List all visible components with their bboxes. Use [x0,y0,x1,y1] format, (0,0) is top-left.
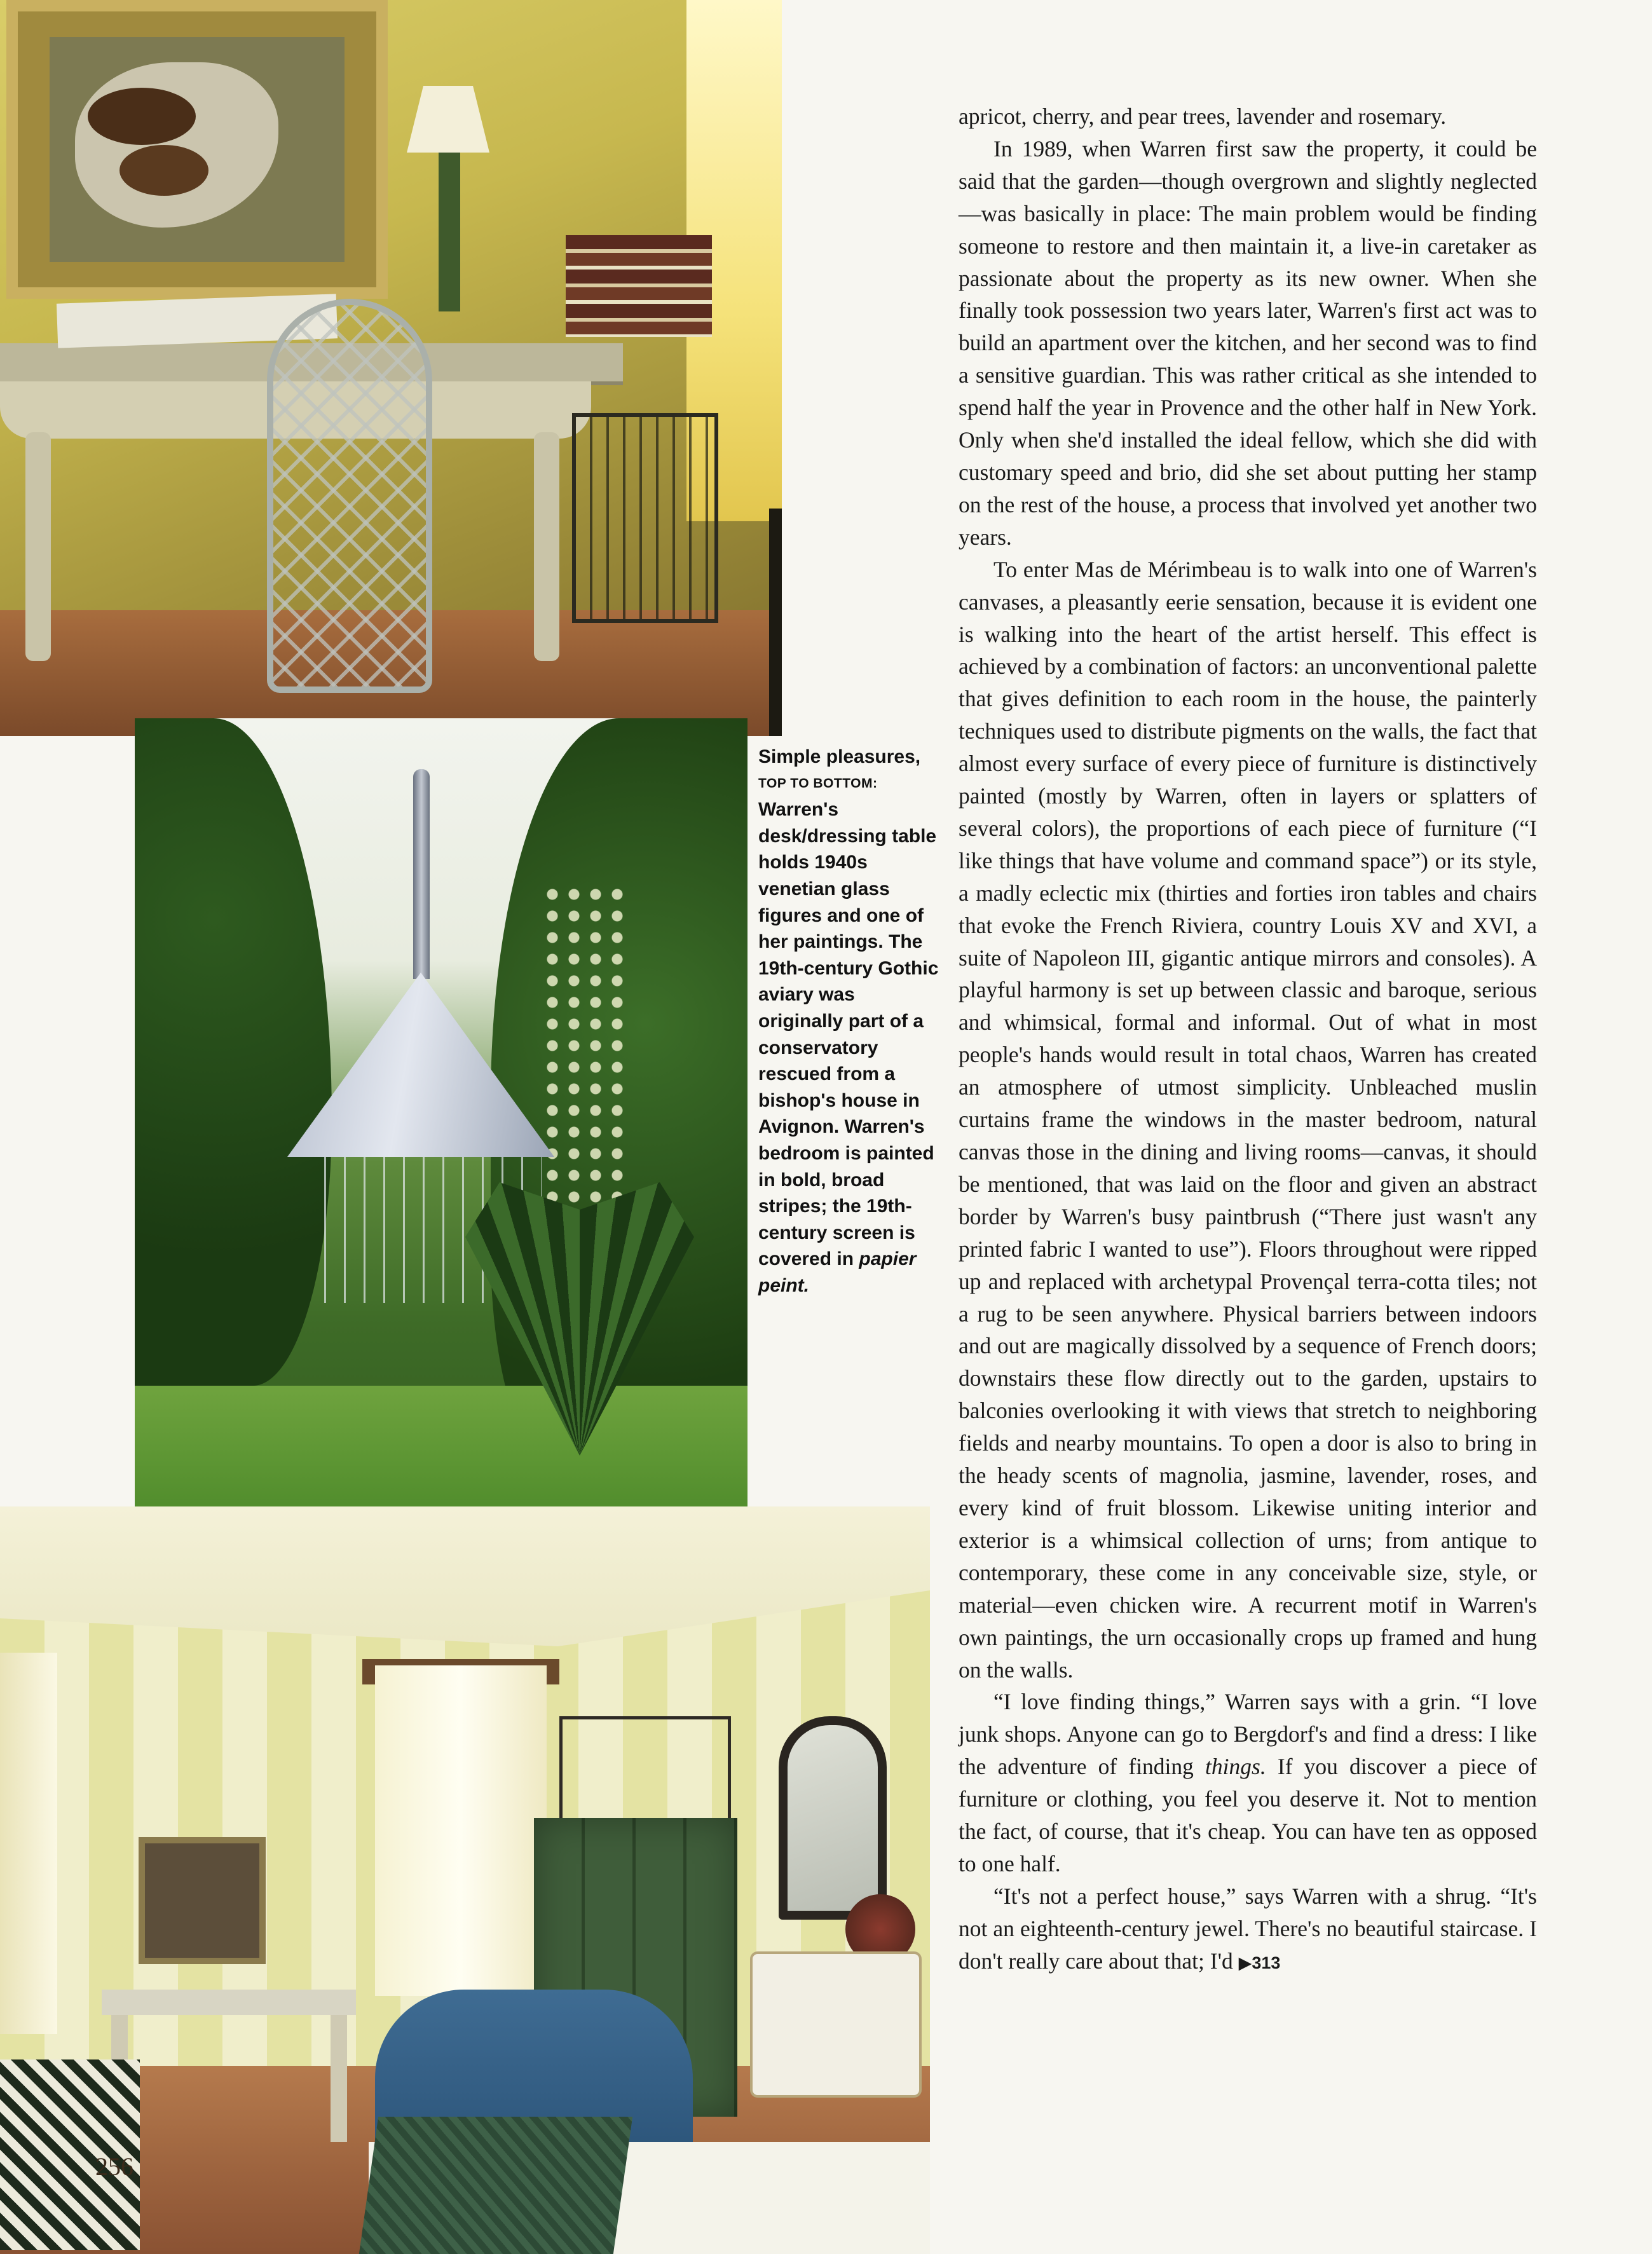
paragraph-5-text: “It's not a perfect house,” says Warren with a shrug. “It's not an eighteenth-century jewel. There's no beautiful staircase. I don't really care about that; I'd [959,1883,1537,1974]
caption-subtitle: TOP TO BOTTOM: [758,775,878,791]
paragraph-3: To enter Mas de Mérimbeau is to walk into one of Warren's canvases, a pleasantly eerie sensation, because it is evident one is walking into the heart of the artist herself. This effect is achieved by a combination of factors: an unconventional palette that gives definition to each room in the house, the painterly techniques used to distribute pigments on the walls, the fact that almost every surface of every piece of furniture is distinctively painted (mostly by Warren, often in layers or splatters of several colors), the proportions of each piece of furniture (“I like things that have volume and command space”) or its style, a madly eclectic mix (thirties and forties iron tables and chairs that evoke the French Riviera, country Louis XV and XVI, a suite of Napoleon III, gigantic antique mirrors and consoles). A playful harmony is set up between classic and baroque, serious and whimsical, formal and informal. Out of what in most people's hands would result in total chaos, Warren has created an atmosphere of utmost simplicity. Unbleached muslin curtains frame the windows in the master bedroom, natural canvas those in the dining and living rooms—canvas, it should be mentioned, that was laid on the floor and given an abstract border by Warren's busy paintbrush (“There just wasn't any printed fabric I wanted to use”). Floors throughout were ripped up and replaced with archetypal Provençal terra-cotta tiles; not a rug to be seen anywhere. Physical barriers between indoors and out are magically dissolved by a sequence of French doors; downstairs these flow directly out to the garden, upstairs to balconies overlooking it with views that stretch to neighboring fields and nearby mountains. To open a door is also to bring in the heady scents of magnolia, jasmine, lavender, roses, and every kind of fruit blossom. Likewise uniting interior and exterior is a whimsical collection of urns; from antique to contemporary, these come in any conceivable size, style, or material—even chicken wire. A recurrent motif in Warren's own paintings, the urn occasionally crops up framed and hung on the walls. [959,556,1537,1683]
paragraph-1: apricot, cherry, and pear trees, lavender and rosemary. [959,104,1447,129]
paragraph-2: In 1989, when Warren first saw the property, it could be said that the garden—though overgrown and slightly neglected—was basically in place: The main problem would be finding someone to restore and then maintain it, a live-in caretaker as passionate about the property as its new owner. When she finally took possession two years later, Warren's first act was to build an apartment over the kitchen, and her second was to find a sensitive guardian. This was rather critical as she intended to spend half the year in Provence and the other half in New York. Only when she'd installed the ideal fellow, which she did with customary speed and brio, did she set about putting her stamp on the rest of the house, a process that involved yet another two years. [959,135,1537,550]
commode [750,1951,922,2098]
article-body [959,100,1537,1979]
paragraph-4 [959,1686,1537,1880]
paragraph-5 [959,1880,1537,1979]
caption-title: Simple pleasures, [758,746,921,767]
wire-chair [267,299,432,693]
small-painting [139,1837,266,1964]
continued-page-ref[interactable]: ▶313 [1238,1953,1281,1972]
caption-italic: papier peint. [758,1248,917,1296]
book-stack [566,235,712,337]
paragraph-4-a: “I love finding things,” Warren says with a grin. “I love junk shops. Anyone can go to Bergdorf's and find a dress: I like the adventure of finding [959,1689,1537,1780]
mirror [779,1716,887,1920]
framed-painting [6,0,388,299]
window-curtain [375,1665,547,1996]
aviary-photo [135,718,747,1526]
paragraph-4-italic: things. [1205,1754,1266,1780]
photo-caption [758,744,943,1299]
caption-text: Warren's desk/dressing table holds 1940s venetian glass figures and one of her paintings. The 19th-century Gothic aviary was originally part of a conservatory rescued from a bishop's house in Avignon. Warren's bedroom is painted in bold, broad stripes; the 19th-century screen is covered in [758,799,939,1270]
aviary-spire [413,769,430,979]
desk-photo [0,0,782,736]
bedroom-photo [0,1506,930,2254]
magazine-rack [572,413,718,623]
page-number: 256 [95,2152,133,2181]
paragraph-4-b: If you discover a piece of furniture or clothing, you feel you deserve it. Not to mention the fact, of course, that it's cheap. You can have ten as opposed to one half. [959,1754,1537,1876]
